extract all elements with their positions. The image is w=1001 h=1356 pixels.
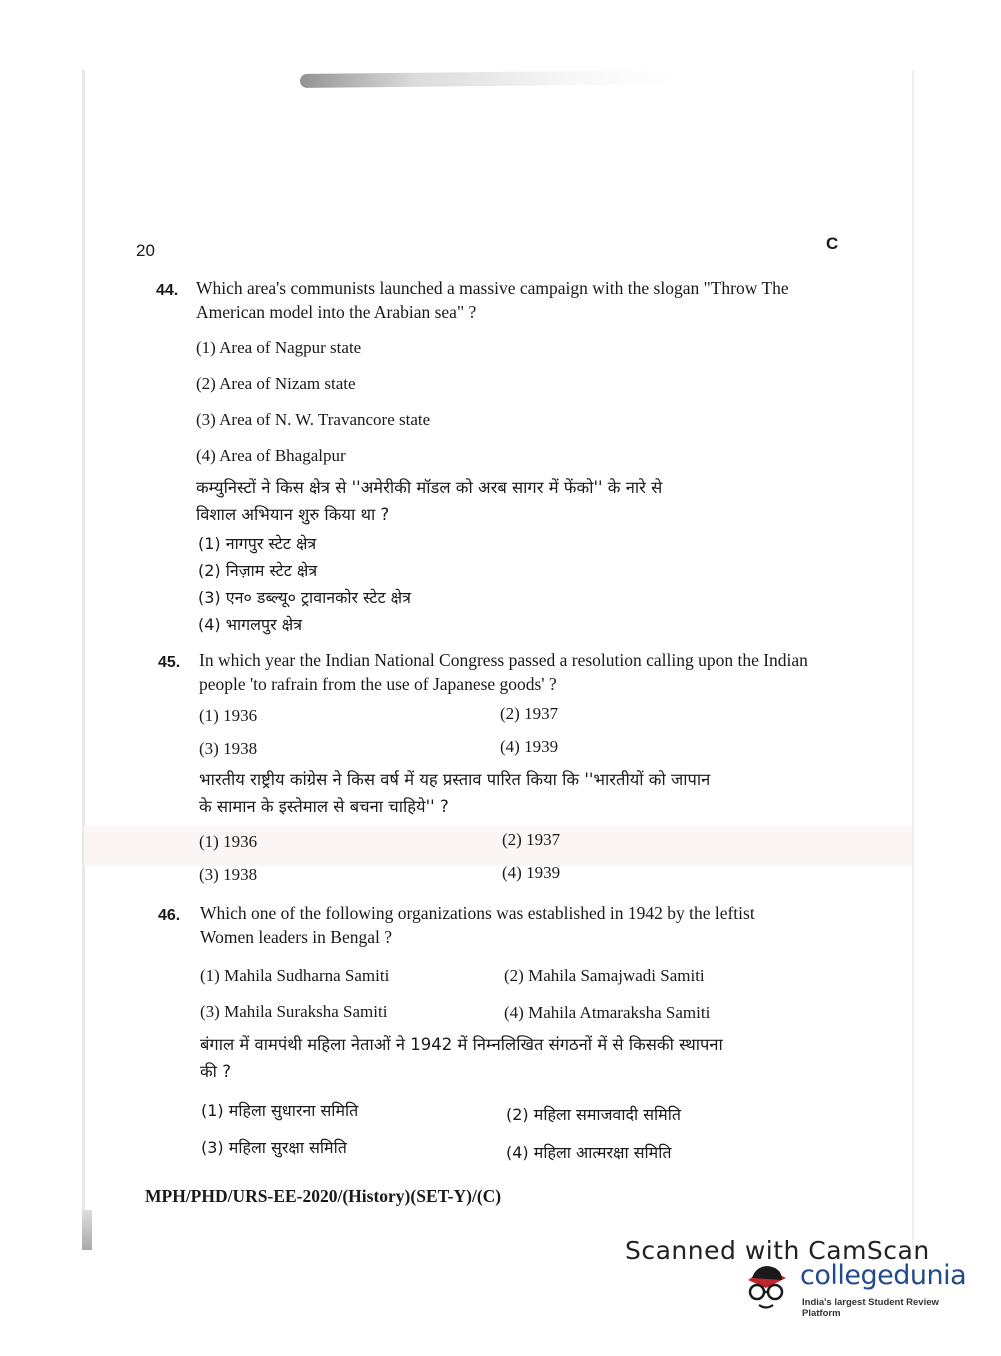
scan-edge-shadow <box>82 1210 92 1250</box>
option-hi-1: (1) नागपुर स्टेट क्षेत्र <box>198 534 317 553</box>
option-hi-2: (2) महिला समाजवादी समिति <box>506 1105 681 1124</box>
option-hi-3: (3) एन० डब्ल्यू० ट्रावानकोर स्टेट क्षेत्र <box>198 588 411 607</box>
collegedunia-wordmark: collegedunia <box>800 1260 967 1291</box>
option-en-4: (4) Area of Bhagalpur <box>196 446 346 465</box>
option-hi-1: (1) महिला सुधारना समिति <box>201 1101 359 1120</box>
option-en-1: (1) Area of Nagpur state <box>196 338 362 357</box>
question-text-en-line: Which one of the following organizations was established in 1942 by the leftist <box>200 903 755 923</box>
question-number: 44. <box>156 282 179 299</box>
option-en-4: (4) Mahila Atmaraksha Samiti <box>504 1003 711 1022</box>
collegedunia-tagline: India's largest Student Review Platform <box>802 1297 939 1319</box>
option-hi-4: (4) महिला आत्मरक्षा समिति <box>506 1143 672 1162</box>
option-en-4: (4) 1939 <box>500 737 559 756</box>
option-hi-3: (3) महिला सुरक्षा समिति <box>201 1138 347 1157</box>
question-text-hi-line: के सामान के इस्तेमाल से बचना चाहिये'' ? <box>199 797 449 816</box>
question-text-en-line: In which year the Indian National Congress passed a resolution calling upon the Indian <box>199 650 808 670</box>
student-avatar-icon <box>742 1262 790 1312</box>
option-en-3: (3) Mahila Suraksha Samiti <box>200 1002 388 1021</box>
option-hi-1: (1) 1936 <box>199 832 258 851</box>
question-text-hi <box>199 766 859 820</box>
question-text-en <box>200 901 860 949</box>
option-en-3: (3) Area of N. W. Travancore state <box>196 410 431 429</box>
question-number: 46. <box>158 907 181 924</box>
question-text-en-line: Women leaders in Bengal ? <box>200 927 392 947</box>
option-hi-3: (3) 1938 <box>199 865 258 884</box>
question-text-en-line: American model into the Arabian sea" ? <box>196 302 477 322</box>
option-en-2: (2) Mahila Samajwadi Samiti <box>504 966 705 985</box>
question-text-en <box>196 276 846 324</box>
question-text-hi <box>200 1031 860 1085</box>
question-text-hi-line: कम्युनिस्टों ने किस क्षेत्र से ''अमेरीकी मॉडल को अरब सागर में फेंको'' के नारे से <box>196 478 663 497</box>
option-en-1: (1) 1936 <box>199 706 258 725</box>
question-text-hi-line: विशाल अभियान शुरु किया था ? <box>196 505 390 524</box>
question-text-en <box>199 648 859 696</box>
question-text-hi <box>196 474 856 528</box>
page-edge-right <box>912 70 914 1250</box>
collegedunia-logo <box>742 1256 972 1319</box>
camscanner-watermark: Scanned with CamScan <box>625 1236 930 1265</box>
option-hi-2: (2) निज़ाम स्टेट क्षेत्र <box>198 561 318 580</box>
set-letter: C <box>826 234 839 253</box>
scan-smudge <box>300 70 680 88</box>
question-text-hi-line: बंगाल में वामपंथी महिला नेताओं ने 1942 में निम्नलिखित संगठनों में से किसकी स्थापना <box>200 1035 723 1054</box>
question-text-hi-line: की ? <box>200 1062 231 1081</box>
exam-code-footer: MPH/PHD/URS-EE-2020/(History)(SET-Y)/(C) <box>145 1186 502 1206</box>
option-en-2: (2) Area of Nizam state <box>196 374 356 393</box>
question-text-hi-line: भारतीय राष्ट्रीय कांग्रेस ने किस वर्ष में यह प्रस्ताव पारित किया कि ''भारतीयों को जापान <box>199 770 711 789</box>
option-en-3: (3) 1938 <box>199 739 258 758</box>
option-en-2: (2) 1937 <box>500 704 559 723</box>
question-number: 45. <box>158 654 181 671</box>
question-text-en-line: Which area's communists launched a massive campaign with the slogan "Throw The <box>196 278 789 298</box>
option-hi-2: (2) 1937 <box>502 830 561 849</box>
option-hi-4: (4) भागलपुर क्षेत्र <box>198 615 303 634</box>
page-number: 20 <box>136 241 155 260</box>
option-hi-4: (4) 1939 <box>502 863 561 882</box>
page-edge-left <box>82 70 85 1250</box>
option-en-1: (1) Mahila Sudharna Samiti <box>200 966 390 985</box>
question-text-en-line: people 'to rafrain from the use of Japanese goods' ? <box>199 674 557 694</box>
